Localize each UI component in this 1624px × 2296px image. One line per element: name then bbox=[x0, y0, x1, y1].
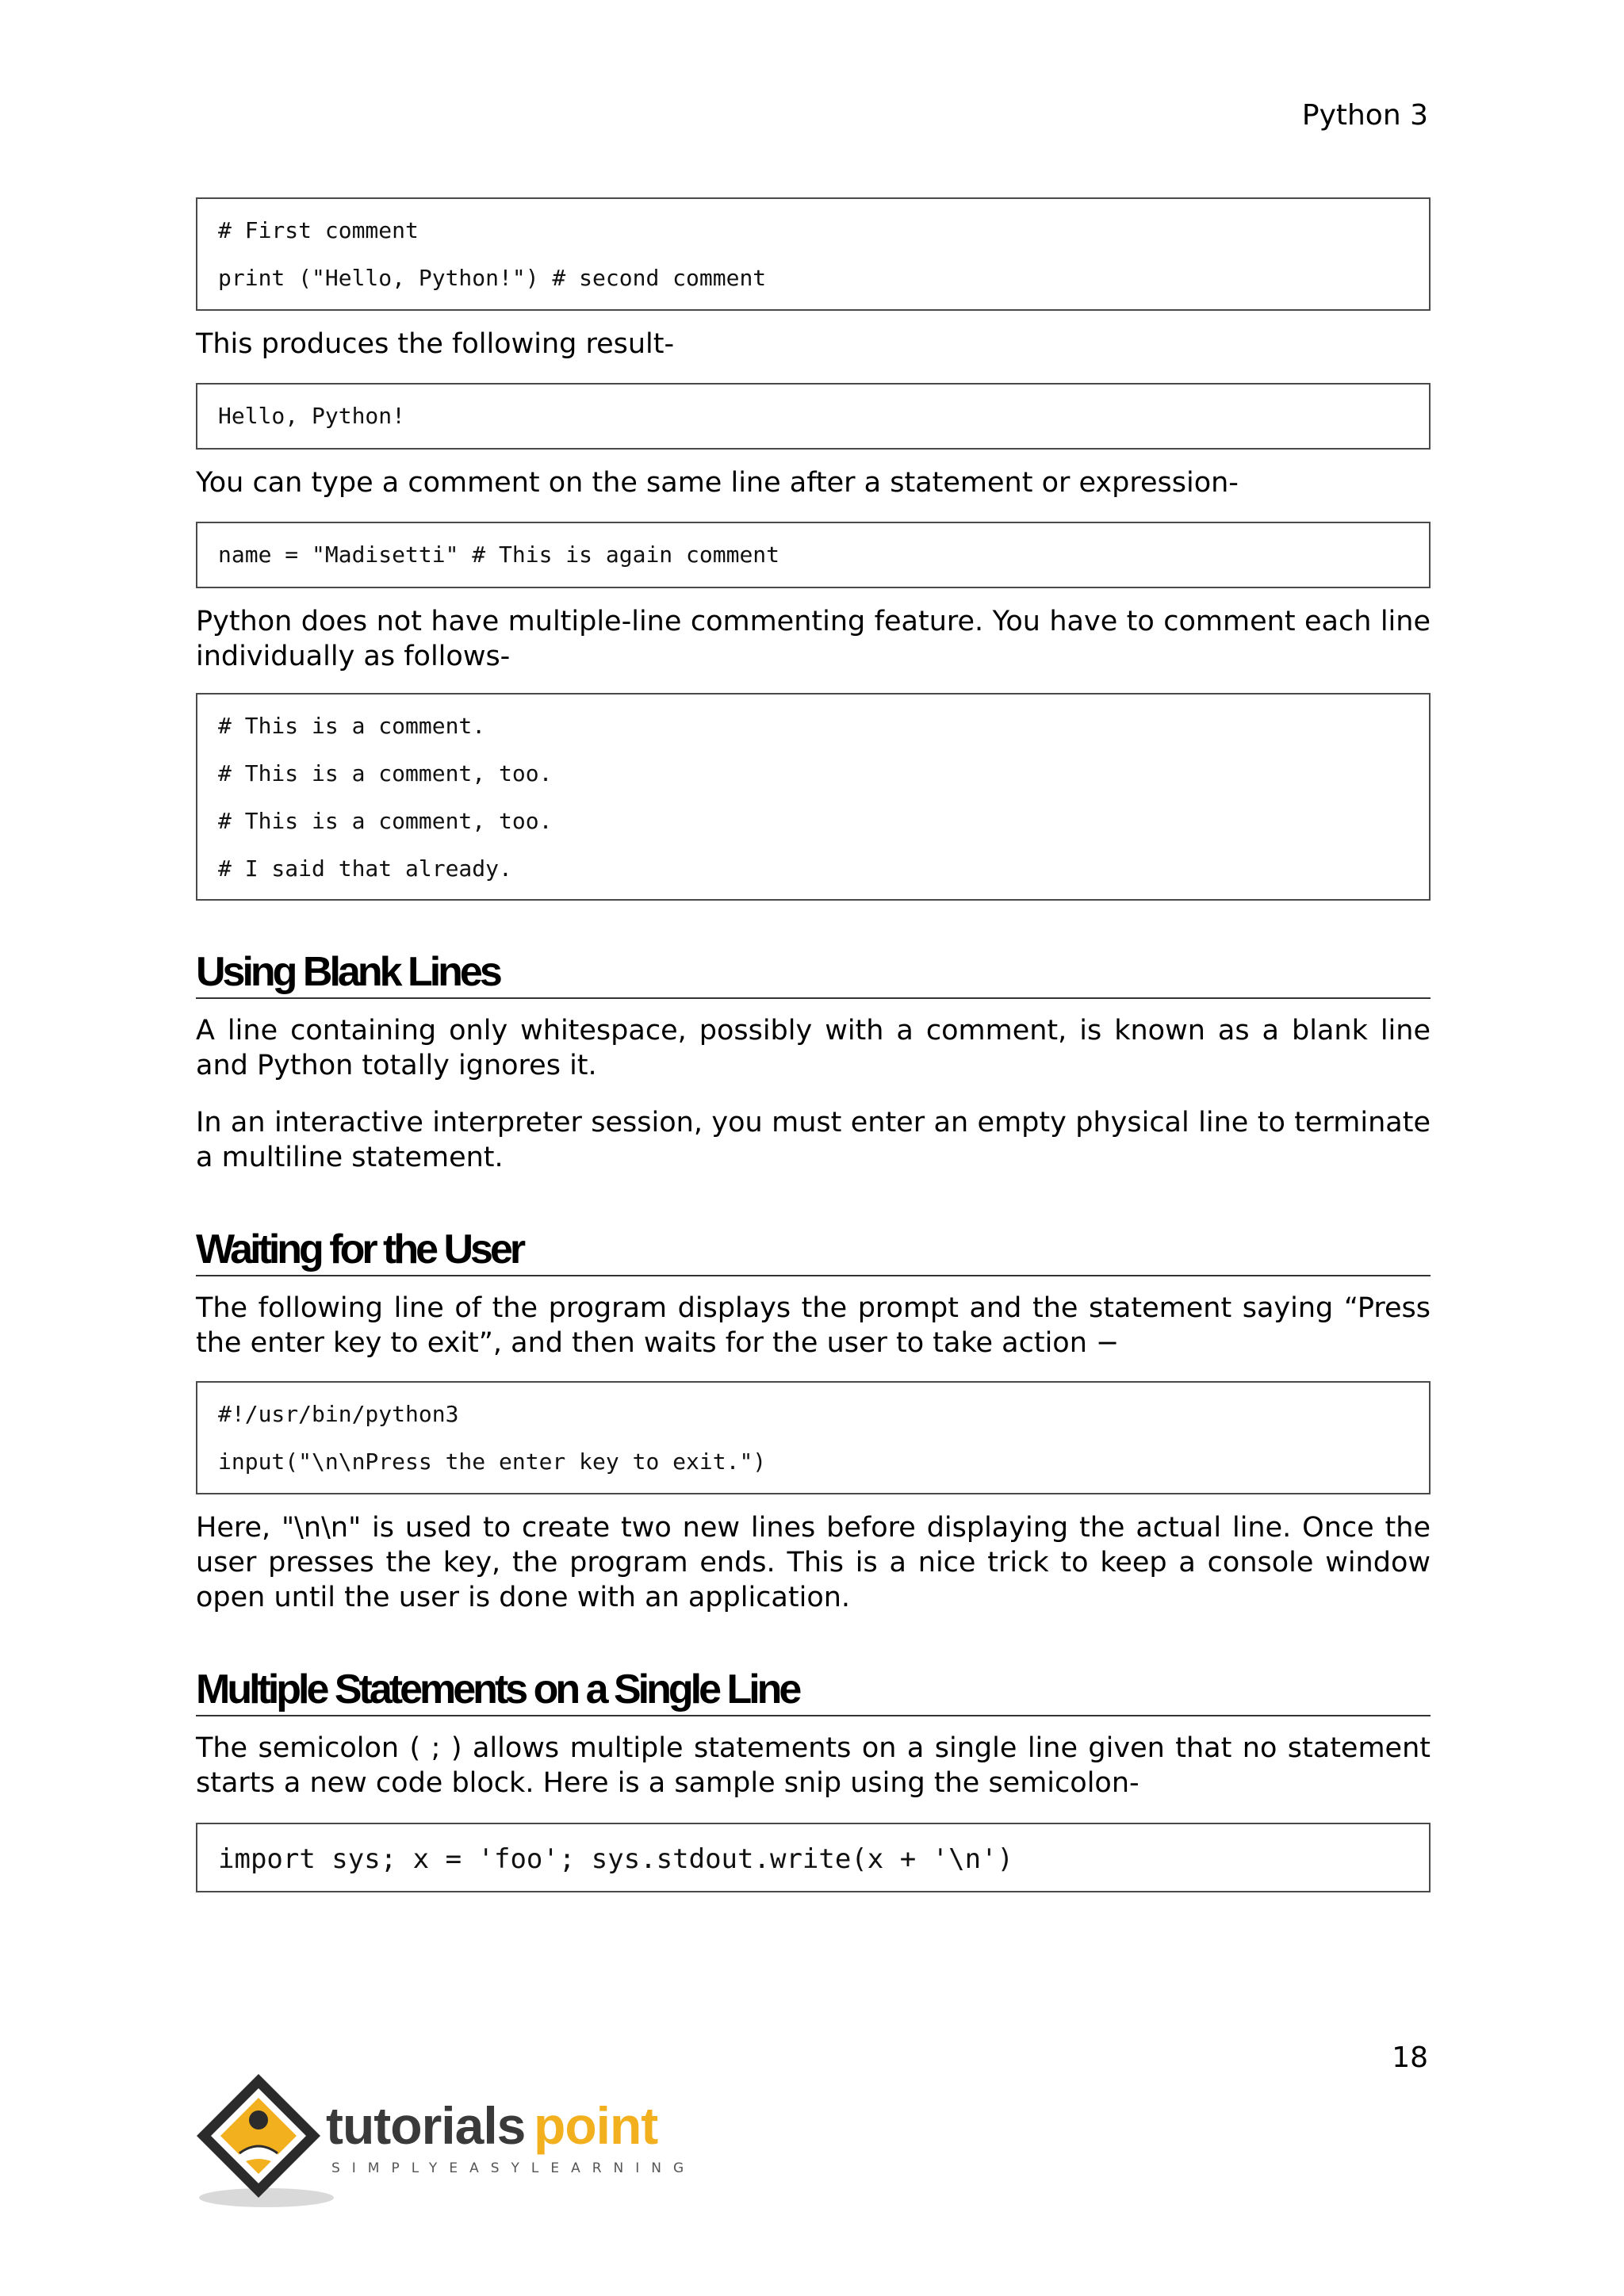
tutorialspoint-logo bbox=[195, 2071, 696, 2217]
logo-graphic bbox=[195, 2071, 696, 2214]
paragraph: Python does not have multiple-line commenting feature. You have to comment each line individually as follows- bbox=[196, 606, 1431, 672]
code-line: # I said that already. bbox=[218, 855, 512, 882]
page-content bbox=[196, 197, 1431, 1892]
code-block-semicolon bbox=[196, 1823, 1431, 1892]
code-line: import sys; x = 'foo'; sys.stdout.write(x + '\n') bbox=[218, 1843, 1014, 1875]
code-line: print ("Hello, Python!") # second comment bbox=[218, 265, 767, 291]
paragraph: The semicolon ( ; ) allows multiple statements on a single line given that no statement starts a new code block. Here is a sample snip using the semicolon- bbox=[196, 1732, 1431, 1799]
page-number: 18 bbox=[1392, 2042, 1428, 2074]
paragraph: Here, "\n\n" is used to create two new lines before displaying the actual line. Once the user presses the key, the program ends. This is a nice trick to keep a console window open until the user is done with an application. bbox=[196, 1512, 1431, 1613]
paragraph: A line containing only whitespace, possibly with a comment, is known as a blank line and Python totally ignores it. bbox=[196, 1015, 1431, 1081]
section-heading: Waiting for the User bbox=[196, 1224, 1431, 1276]
code-line: # This is a comment, too. bbox=[218, 808, 553, 834]
code-line: # This is a comment, too. bbox=[218, 760, 553, 786]
code-line: input("\n\nPress the enter key to exit.") bbox=[218, 1448, 767, 1475]
code-line: #!/usr/bin/python3 bbox=[218, 1401, 459, 1427]
code-line: name = "Madisetti" # This is again comment bbox=[218, 541, 780, 568]
logo-tagline: SIMPLYEASYLEARNING bbox=[331, 2160, 696, 2176]
code-block-input bbox=[196, 1381, 1431, 1494]
code-line: # This is a comment. bbox=[218, 713, 486, 739]
code-block-comments bbox=[196, 197, 1431, 311]
code-block-output bbox=[196, 383, 1431, 450]
paragraph: You can type a comment on the same line after a statement or expression- bbox=[196, 467, 1239, 499]
code-line: # First comment bbox=[218, 217, 419, 243]
paragraph: This produces the following result- bbox=[196, 328, 675, 360]
section-heading: Using Blank Lines bbox=[196, 947, 1431, 999]
svg-text:tutorials: tutorials bbox=[326, 2096, 526, 2155]
code-line: Hello, Python! bbox=[218, 403, 406, 429]
running-header: Python 3 bbox=[1301, 99, 1428, 132]
paragraph: The following line of the program displays the prompt and the statement saying “Press the enter key to exit”, and then waits for the user to take action − bbox=[196, 1292, 1431, 1359]
svg-text:point: point bbox=[534, 2096, 658, 2155]
section-heading: Multiple Statements on a Single Line bbox=[196, 1664, 1431, 1716]
paragraph: In an interactive interpreter session, you must enter an empty physical line to terminate a multiline statement. bbox=[196, 1107, 1431, 1173]
code-block-multiline-comments bbox=[196, 693, 1431, 901]
code-block-inline-comment bbox=[196, 522, 1431, 588]
